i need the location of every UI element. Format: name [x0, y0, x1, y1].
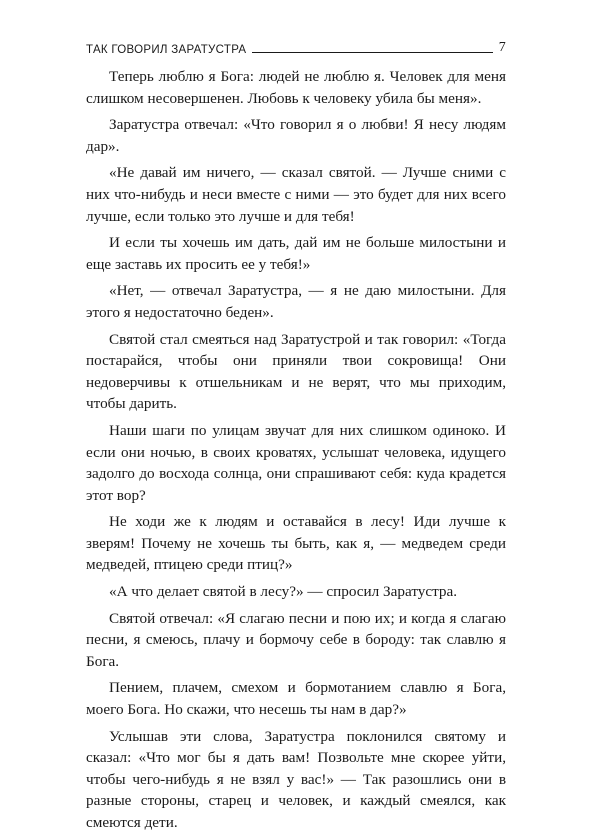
- running-head: [86, 40, 506, 56]
- paragraph: Пением, плачем, смехом и бормотанием славлю я Бога, моего Бога. Но скажи, что несешь ты нам в дар?»: [86, 679, 506, 719]
- paragraph: Заратустра отвечал: «Что говорил я о любви! Я несу людям дар».: [86, 116, 506, 155]
- paragraph: Теперь люблю я Бога: людей не люблю я. Человек для меня слишком несовершенен. Любовь к человеку убила бы меня».: [86, 68, 506, 107]
- paragraph: Услышав эти слова, Заратустра поклонился святому и сказал: «Что мог бы я дать вам! Позвольте мне скорее уйти, чтобы чего-нибудь я не взял у вас!» — Так разошлись они в разные стороны, старец и человек, и каждый смеялся, как смеются дети.: [86, 727, 506, 831]
- paragraph: «А что делает святой в лесу?» — спросил Заратустра.: [109, 583, 458, 601]
- body-text: [86, 66, 506, 839]
- paragraph: «Нет, — отвечал Заратустра, — я не даю милостыни. Для этого я недостаточно беден».: [86, 282, 506, 321]
- paragraph: Святой отвечал: «Я слагаю песни и пою их; и когда я слагаю песни, я смеюсь, плачу и бормочу себе в бороду: так славлю я Бога.: [86, 609, 506, 670]
- paragraph: Святой стал смеяться над Заратустрой и так говорил: «Тогда постарайся, чтобы они приняли твои сокровища! Они недоверчивы к отшельникам и не верят, что мы приходим, чтобы дарить.: [86, 330, 506, 413]
- paragraph: И если ты хочешь им дать, дай им не больше милостыни и еще заставь их просить ее у тебя!»: [86, 234, 506, 273]
- paragraph: Не ходи же к людям и оставайся в лесу! Иди лучше к зверям! Почему не хочешь ты быть, как я, — медведем среди медведей, птицею среди птиц?»: [86, 513, 506, 574]
- running-head-title: ТАК ГОВОРИЛ ЗАРАТУСТРА: [86, 44, 247, 56]
- page-number: 7: [498, 40, 506, 55]
- header-rule: [252, 52, 492, 53]
- paragraph: «Не давай им ничего, — сказал святой. — Лучше сними с них что-нибудь и неси вместе с ними — это будет для них всего лучше, если только это лучше и для тебя!: [86, 164, 506, 225]
- paragraph: Наши шаги по улицам звучат для них слишком одиноко. И если они ночью, в своих кроватях, услышат человека, идущего задолго до восхода солнца, они спрашивают себя: куда крадется этот вор?: [86, 421, 506, 504]
